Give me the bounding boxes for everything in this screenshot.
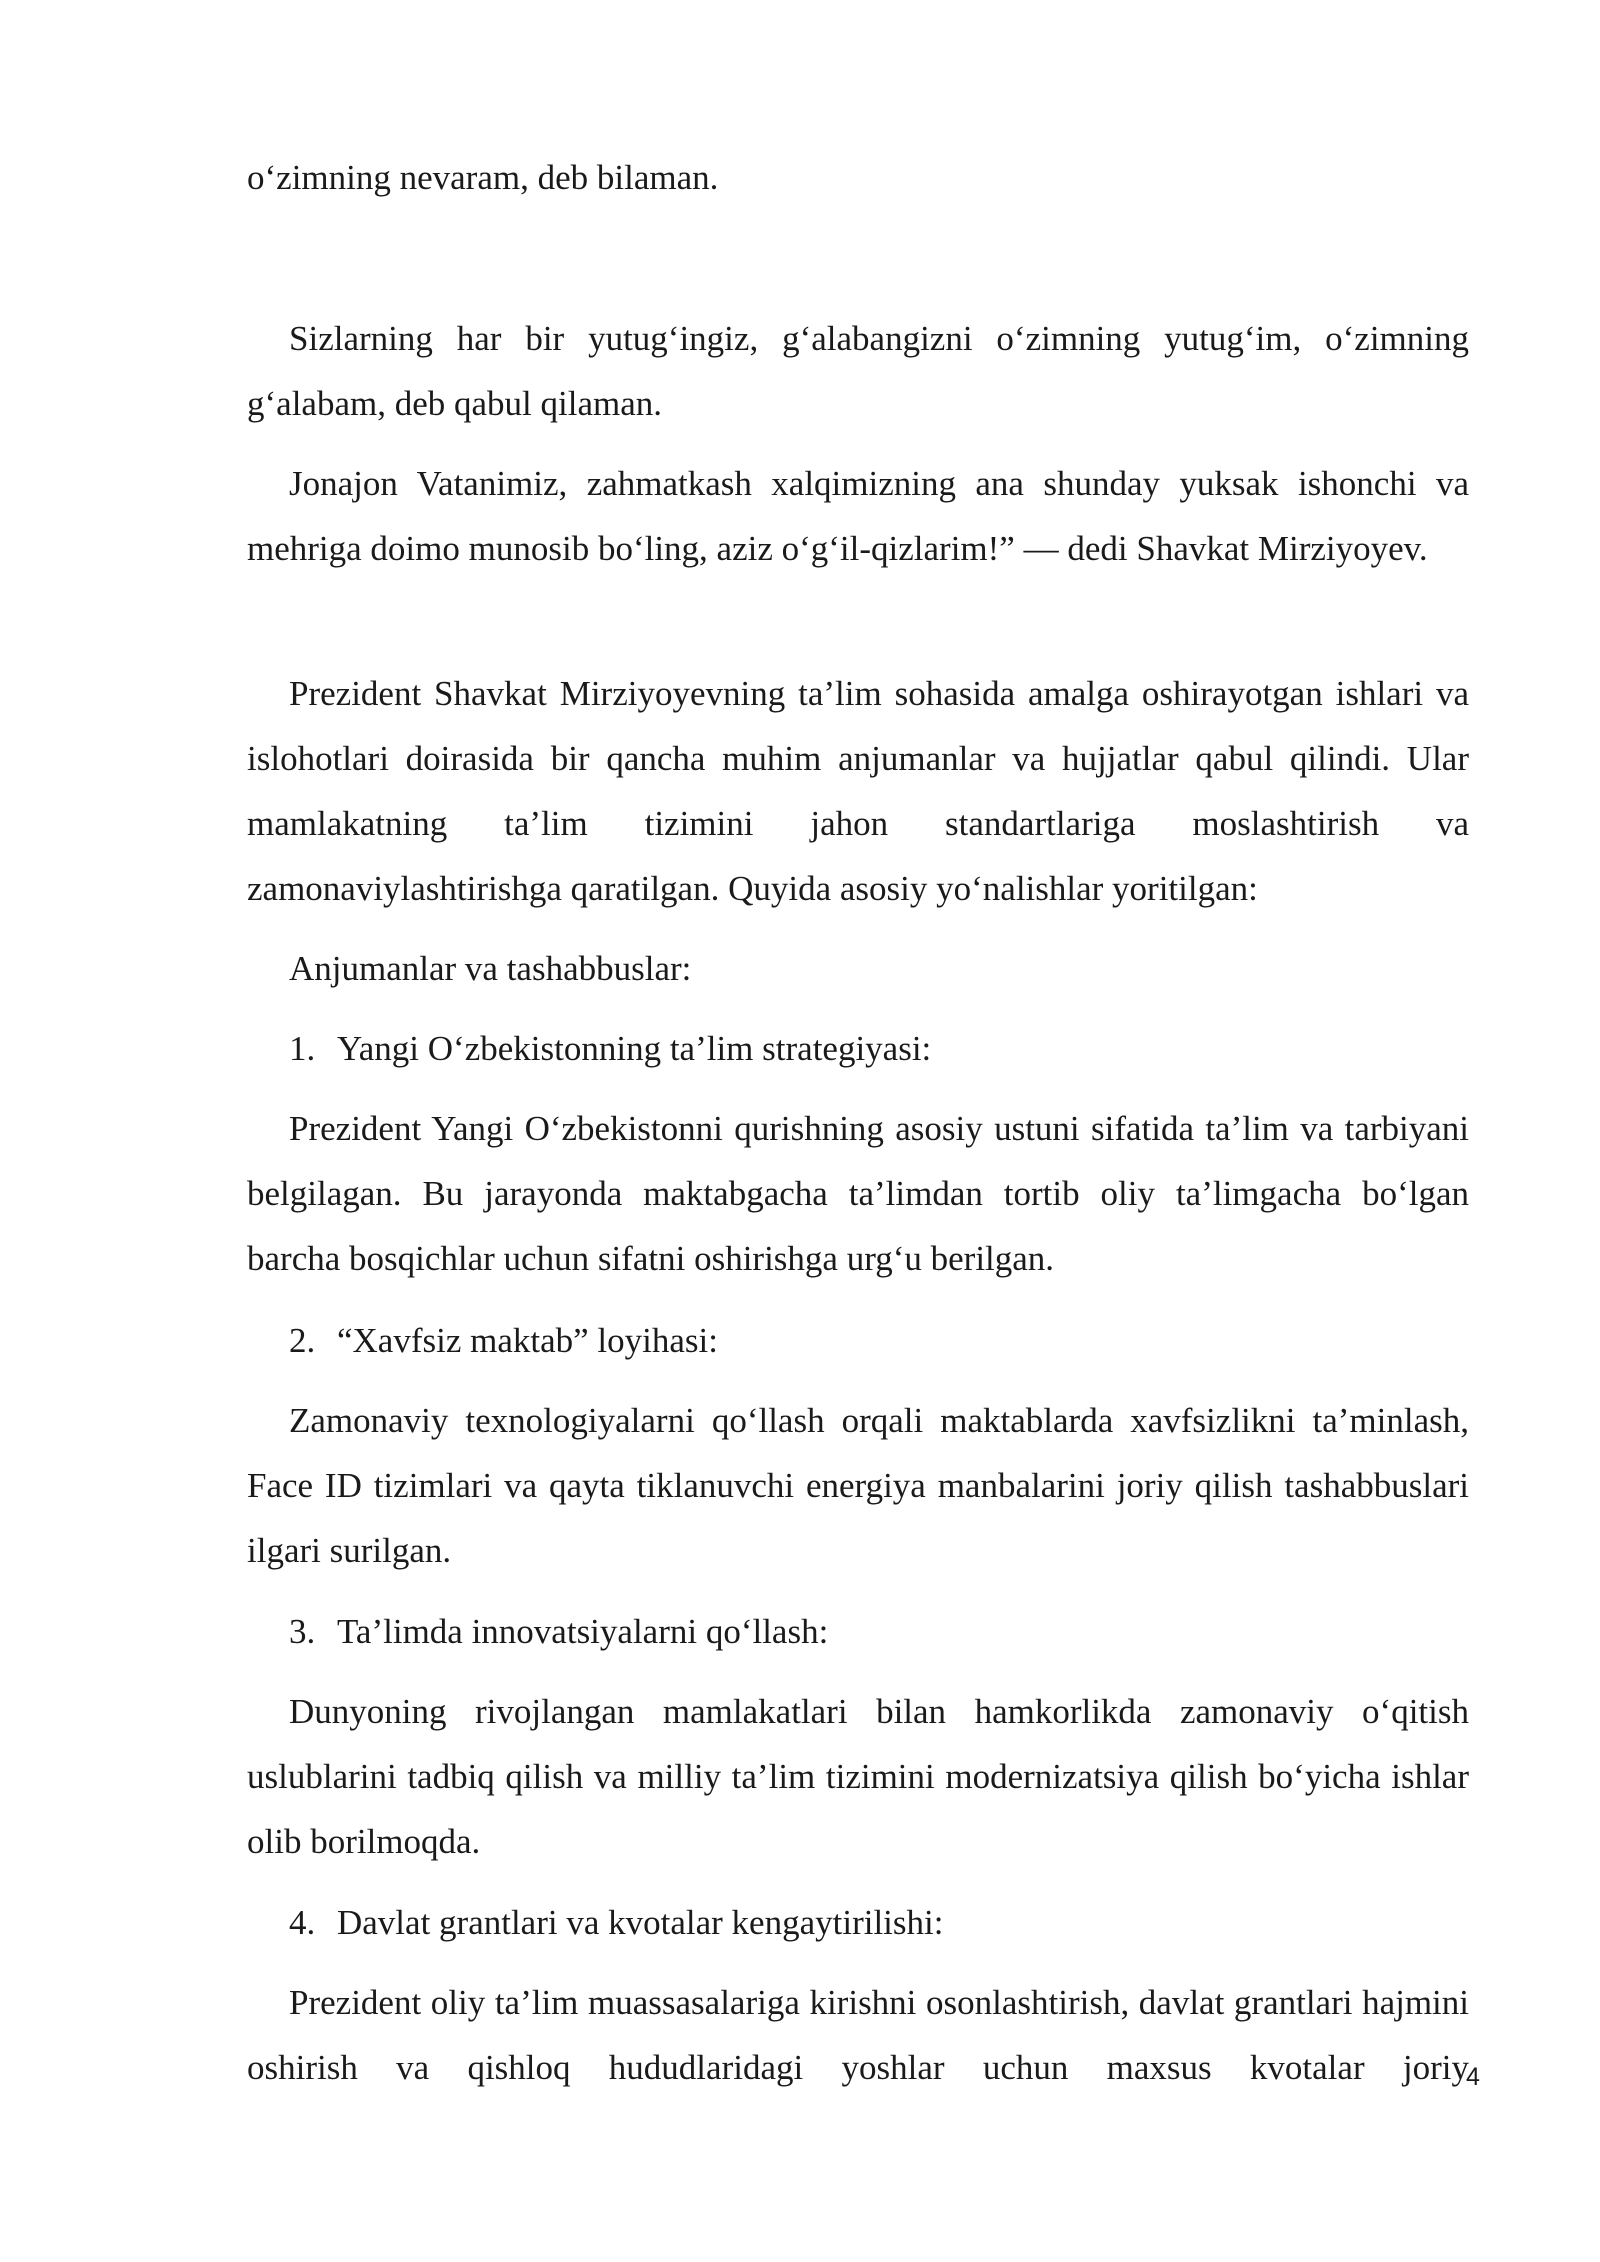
paragraph-quote-end: Jonajon Vatanimiz, zahmatkash xalqimizning ana shunday yuksak ishonchi va mehriga doimo munosib bo‘ling, aziz o‘g‘il-qizlarim!” — dedi Shavkat Mirziyoyev. [247, 464, 1469, 568]
list-item-body-4: Prezident oliy ta’lim muassasalariga kirishni osonlashtirish, davlat grantlari hajmini oshirish va qishloq hududlaridagi yoshlar uchun maxsus kvotalar joriy [247, 1983, 1469, 2087]
list-item-heading-2 [289, 1308, 718, 1373]
list-item-title: Yangi O‘zbekistonning ta’lim strategiyasi: [337, 1029, 932, 1068]
paragraph-reforms: Prezident Shavkat Mirziyoyevning ta’lim sohasida amalga oshirayotgan ishlari va islohotlari doirasida bir qancha muhim anjumanlar va hujjatlar qabul qilindi. Ular mamlakatning ta’lim tizimini jahon standartlariga moslashtirish va zamonaviylashtirishga qaratilgan. Quyida asosiy yo‘nalishlar yoritilgan: [247, 674, 1469, 908]
list-item-title: Ta’limda innovatsiyalarni qo‘llash: [337, 1612, 829, 1651]
list-item-title: “Xavfsiz maktab” loyihasi: [337, 1321, 718, 1360]
page-number: 4 [1466, 2063, 1480, 2091]
list-item-number: 3. [289, 1612, 316, 1651]
list-item-heading-3 [289, 1599, 828, 1664]
list-item-heading-4 [289, 1890, 943, 1955]
list-item-number: 4. [289, 1903, 316, 1942]
list-item-body-3: Dunyoning rivojlangan mamlakatlari bilan hamkorlikda zamonaviy o‘qitish uslublarini tadbiq qilish va milliy ta’lim tizimini modernizatsiya qilish bo‘yicha ishlar olib borilmoqda. [247, 1692, 1469, 1861]
list-item-body-1: Prezident Yangi O‘zbekistonni qurishning asosiy ustuni sifatida ta’lim va tarbiyani belgilagan. Bu jarayonda maktabgacha ta’limdan tortib oliy ta’limgacha bo‘lgan barcha bosqichlar uchun sifatni oshirishga urg‘u berilgan. [247, 1109, 1469, 1278]
paragraph-victory: Sizlarning har bir yutug‘ingiz, g‘alabangizni o‘zimning yutug‘im, o‘zimning g‘alabam, deb qabul qilaman. [247, 319, 1469, 423]
list-item-title: Davlat grantlari va kvotalar kengaytirilishi: [337, 1903, 944, 1942]
list-item-body-2: Zamonaviy texnologiyalarni qo‘llash orqali maktablarda xavfsizlikni ta’minlash, Face ID tizimlari va qayta tiklanuvchi energiya manbalarini joriy qilish tashabbuslari ilgari surilgan. [247, 1401, 1469, 1570]
continuation-line: o‘zimning nevaram, deb bilaman. [247, 158, 719, 197]
list-item-number: 2. [289, 1321, 316, 1360]
list-item-heading-1 [289, 1016, 931, 1081]
section-heading: Anjumanlar va tashabbuslar: [289, 949, 692, 988]
list-item-number: 1. [289, 1029, 316, 1068]
